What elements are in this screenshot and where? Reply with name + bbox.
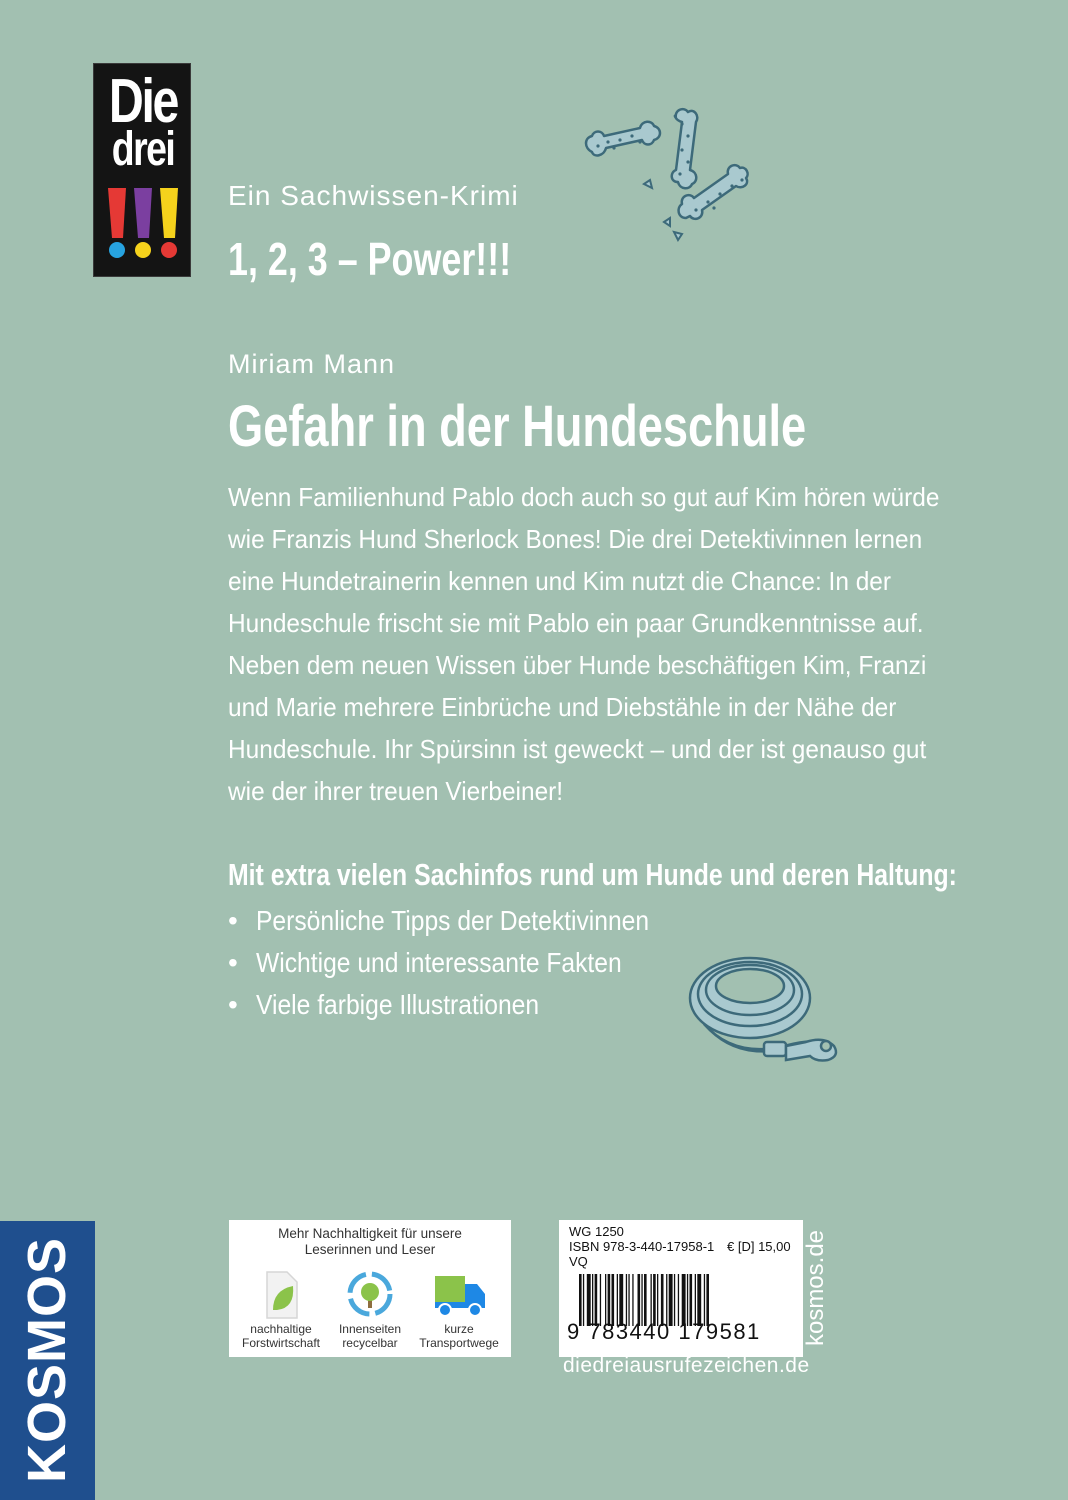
eco-label-line: Transportwege bbox=[419, 1336, 499, 1350]
sustainability-heading-line: Leserinnen und Leser bbox=[304, 1242, 436, 1257]
dog-leash-icon bbox=[684, 932, 848, 1080]
publisher-logo: KOSMOS bbox=[17, 1236, 77, 1484]
list-item-text: Viele farbige Illustrationen bbox=[256, 989, 540, 1020]
price: € [D] 15,00 bbox=[727, 1239, 791, 1254]
blurb-line: Hundeschule frischt sie mit Pablo ein paar Grundkenntnisse auf. bbox=[228, 608, 924, 638]
eco-item-recyclable bbox=[323, 1270, 417, 1350]
recycle-tree-icon bbox=[342, 1270, 398, 1320]
dog-bones-icon bbox=[578, 106, 763, 246]
eco-label-line: Forstwirtschaft bbox=[241, 1336, 320, 1350]
list-item-text: Persönliche Tipps der Detektivinnen bbox=[256, 905, 650, 936]
sustainability-heading bbox=[229, 1226, 511, 1258]
logo-exclamation-marks-icon bbox=[106, 188, 180, 268]
blurb-line: eine Hundetrainerin kennen und Kim nutzt die Chance: In der bbox=[228, 566, 892, 596]
blurb-line: wie der ihrer treuen Vierbeiner! bbox=[228, 776, 564, 806]
truck-icon bbox=[431, 1270, 487, 1320]
book-blurb bbox=[228, 476, 948, 812]
vq-code: VQ bbox=[569, 1254, 588, 1269]
series-title: 1, 2, 3 – Power!!! bbox=[228, 233, 512, 285]
eco-item-forestry bbox=[234, 1270, 328, 1350]
leaf-page-icon bbox=[253, 1270, 309, 1320]
barcode-box bbox=[559, 1220, 803, 1357]
eco-label bbox=[412, 1322, 506, 1350]
blurb-line: Hundeschule. Ihr Spürsinn ist geweckt – und der ist genauso gut bbox=[228, 734, 927, 764]
logo-word-drei: drei bbox=[111, 123, 175, 176]
list-item bbox=[228, 984, 703, 1026]
eco-label-line: nachhaltige bbox=[250, 1322, 312, 1336]
sustainability-box bbox=[229, 1220, 511, 1357]
eco-item-transport bbox=[412, 1270, 506, 1350]
list-item-text: Wichtige und interessante Fakten bbox=[256, 947, 622, 978]
bullet: • bbox=[228, 905, 238, 936]
series-subtitle: Ein Sachwissen-Krimi bbox=[228, 180, 519, 211]
eco-label-line: Innenseiten bbox=[338, 1322, 402, 1336]
series-logo bbox=[93, 63, 191, 277]
eco-label-line: kurze bbox=[444, 1322, 474, 1336]
blurb-line: Wenn Familienhund Pablo doch auch so gut auf Kim hören würde bbox=[228, 482, 940, 512]
barcode-digits: 9 783440 179581 bbox=[567, 1319, 761, 1344]
wg-code: WG 1250 bbox=[569, 1224, 624, 1239]
list-item bbox=[228, 942, 703, 984]
eco-label bbox=[234, 1322, 328, 1350]
author-name: Miriam Mann bbox=[228, 349, 396, 379]
eco-label-line: recycelbar bbox=[342, 1336, 398, 1350]
blurb-line: wie Franzis Hund Sherlock Bones! Die drei Detektivinnen lernen bbox=[228, 524, 923, 554]
logo-word-die: Die bbox=[108, 67, 178, 136]
blurb-line: Neben dem neuen Wissen über Hunde beschäftigen Kim, Franzi bbox=[228, 650, 927, 680]
bullet: • bbox=[228, 947, 238, 978]
series-website[interactable]: diedreiausrufezeichen.de bbox=[563, 1354, 810, 1377]
book-title: Gefahr in der Hundeschule bbox=[228, 394, 807, 459]
facts-list bbox=[228, 900, 703, 1026]
isbn: ISBN 978-3-440-17958-1 bbox=[569, 1239, 715, 1254]
bullet: • bbox=[228, 989, 238, 1020]
eco-label bbox=[323, 1322, 417, 1350]
list-item bbox=[228, 900, 703, 942]
publisher-website[interactable]: kosmos.de bbox=[802, 1229, 829, 1347]
blurb-line: und Marie mehrere Einbrüche und Diebstähle in der Nähe der bbox=[228, 692, 897, 722]
sustainability-heading-line: Mehr Nachhaltigkeit für unsere bbox=[278, 1226, 462, 1241]
facts-heading: Mit extra vielen Sachinfos rund um Hunde und deren Haltung: bbox=[228, 857, 957, 892]
